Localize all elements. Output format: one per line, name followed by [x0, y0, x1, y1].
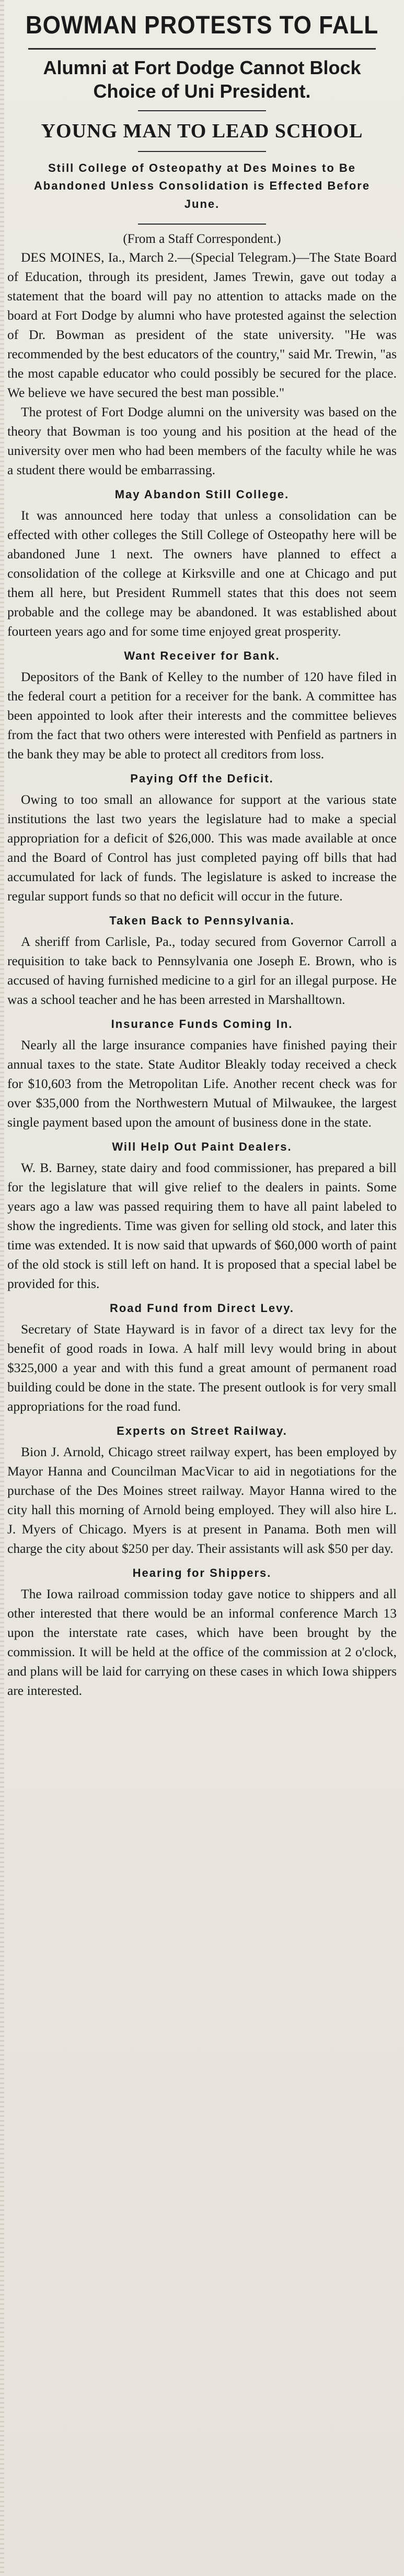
- body-paragraph: The protest of Fort Dodge alumni on the university was based on the theory that Bowman is too young and his position at the head of the university over men who had been members of the faculty while he was a student there would be embarrassing.: [7, 404, 397, 477]
- article-section: [7, 1302, 397, 1416]
- article-section: [7, 488, 397, 641]
- section-subhead: Want Receiver for Bank.: [124, 649, 280, 662]
- source-line: (From a Staff Correspondent.): [123, 231, 281, 246]
- deck-rule-1: [138, 110, 266, 111]
- body-paragraph: The Iowa railroad commission today gave notice to shippers and all other interested that there would be an informal conference March 13 upon the interstate rate cases, which have been brought by the commission. It will be held at the office of the commission at 2 o'clock, and plans will be laid for carrying on these cases in which Iowa shippers are interested.: [7, 1586, 397, 1698]
- article-section: [7, 1566, 397, 1700]
- headline: BOWMAN PROTESTS TO FALL: [25, 11, 379, 39]
- body-paragraph: Owing to too small an allowance for support at the various state institutions the last two years the legislature had to make a special appropriation for a deficit of $26,000. This was made available at once and the Board of Control has just completed paying off bills that had accumulated for lack of funds. The legislature is asked to increase the regular support funds so that no deficit will occur in the future.: [7, 791, 397, 904]
- body-paragraph: Nearly all the large insurance companies have finished paying their annual taxes to the state. State Auditor Bleakly today received a check for $10,603 from the Metropolitan Life. Another recent check was for over $35,000 from the Northwestern Mutual of Milwaukee, the largest single payment based upon the amount of business done in the state.: [7, 1037, 397, 1130]
- article-section: [7, 1424, 397, 1558]
- body-paragraph: A sheriff from Carlisle, Pa., today secured from Governor Carroll a requisition to take back to Pennsylvania one Joseph E. Brown, who is accused of having furnished medicine to a girl for an illegal purpose. He was a school teacher and he has been arrested in Marshalltown.: [7, 933, 397, 1007]
- deck-young-man: YOUNG MAN TO LEAD SCHOOL: [41, 120, 363, 143]
- section-subhead: May Abandon Still College.: [114, 487, 290, 501]
- section-subhead: Taken Back to Pennsylvania.: [109, 914, 295, 927]
- deck-rule-3: [138, 224, 266, 225]
- article-section: [7, 1140, 397, 1293]
- body-paragraph: It was announced here today that unless a consolidation can be effected with other colleges the Still College of Osteopathy here will be abandoned June 1 next. The owners have planned to effect a consolidation of the college at Kirksville and one at Chicago and put them all here, but President Rummell states that this does not seem probable and the college may be abandoned. It was established about fourteen years ago and for some time enjoyed great prosperity.: [7, 507, 397, 639]
- body-paragraph: Bion J. Arnold, Chicago street railway expert, has been employed by Mayor Hanna and Councilman MacVicar to aid in negotiations for the purchase of the Des Moines street railway. Mayor Hanna wired to the city hall this morning of Arnold being employed. They will also hire L. J. Myers of Chicago. Myers is at present in Panama. Both men will charge the city about $250 per day. Their assistants will ask $50 per day.: [7, 1444, 397, 1556]
- deck-rule-2: [138, 151, 266, 152]
- section-subhead: Experts on Street Railway.: [117, 1424, 287, 1437]
- torn-left-edge: [0, 0, 4, 2576]
- article-sections: [7, 488, 397, 1700]
- article-section: [7, 914, 397, 1009]
- body-paragraph: W. B. Barney, state dairy and food commissioner, has prepared a bill for the legislature that will give relief to the dealers in paints. Some years ago a law was passed requiring them to have all paint labeled to show the ingredients. Time was given for selling old stock, and later this time was extended. It is now said that upwards of $60,000 worth of paint of the old stock is still left on hand. It is proposed that a special label be provided for this.: [7, 1160, 397, 1291]
- body-paragraph: Secretary of State Hayward is in favor of a direct tax levy for the benefit of good roads in Iowa. A half mill levy would bring in about $325,000 a year and with this fund a great amount of permanent road building could be done in the state. The present outlook is for very small appropriations for the road fund.: [7, 1321, 397, 1414]
- body-paragraph: DES MOINES, Ia., March 2.—(Special Telegram.)—The State Board of Education, through its president, James Trewin, gave out today a statement that the board will pay no attention to attacks made on the board at Fort Dodge by alumni who have protested against the selection of Dr. Bowman as president of the state university. "He was recommended by the best educators of the country," said Mr. Trewin, "as the most capable educator who could possibly be secured for the place. We believe we have secured the best man possible.": [7, 249, 397, 400]
- headline-rule: [28, 48, 376, 50]
- section-subhead: Road Fund from Direct Levy.: [109, 1301, 295, 1315]
- article-section: [7, 1017, 397, 1132]
- deck-alumni: Alumni at Fort Dodge Cannot Block Choice of Uni President.: [43, 57, 361, 102]
- body-paragraph: Depositors of the Bank of Kelley to the number of 120 have filed in the federal court a petition for a receiver for the bank. A committee has been appointed to look after their interests and the committee believes from the fact that two others were interested with Penfield as partners in the bank they may be able to protect all creditors from loss.: [7, 669, 397, 762]
- section-subhead: Hearing for Shippers.: [132, 1566, 272, 1579]
- article-section: [7, 772, 397, 906]
- section-subhead: Will Help Out Paint Dealers.: [112, 1140, 292, 1153]
- article-section: [7, 649, 397, 764]
- section-subhead: Paying Off the Deficit.: [130, 771, 274, 785]
- cut-off-next-headline: [7, 2566, 397, 2576]
- article-lead: [7, 248, 397, 479]
- section-subhead: Insurance Funds Coming In.: [111, 1017, 293, 1031]
- deck-still-college: Still College of Osteopathy at Des Moines to Be Abandoned Unless Consolidation is Effected Before June.: [33, 161, 371, 210]
